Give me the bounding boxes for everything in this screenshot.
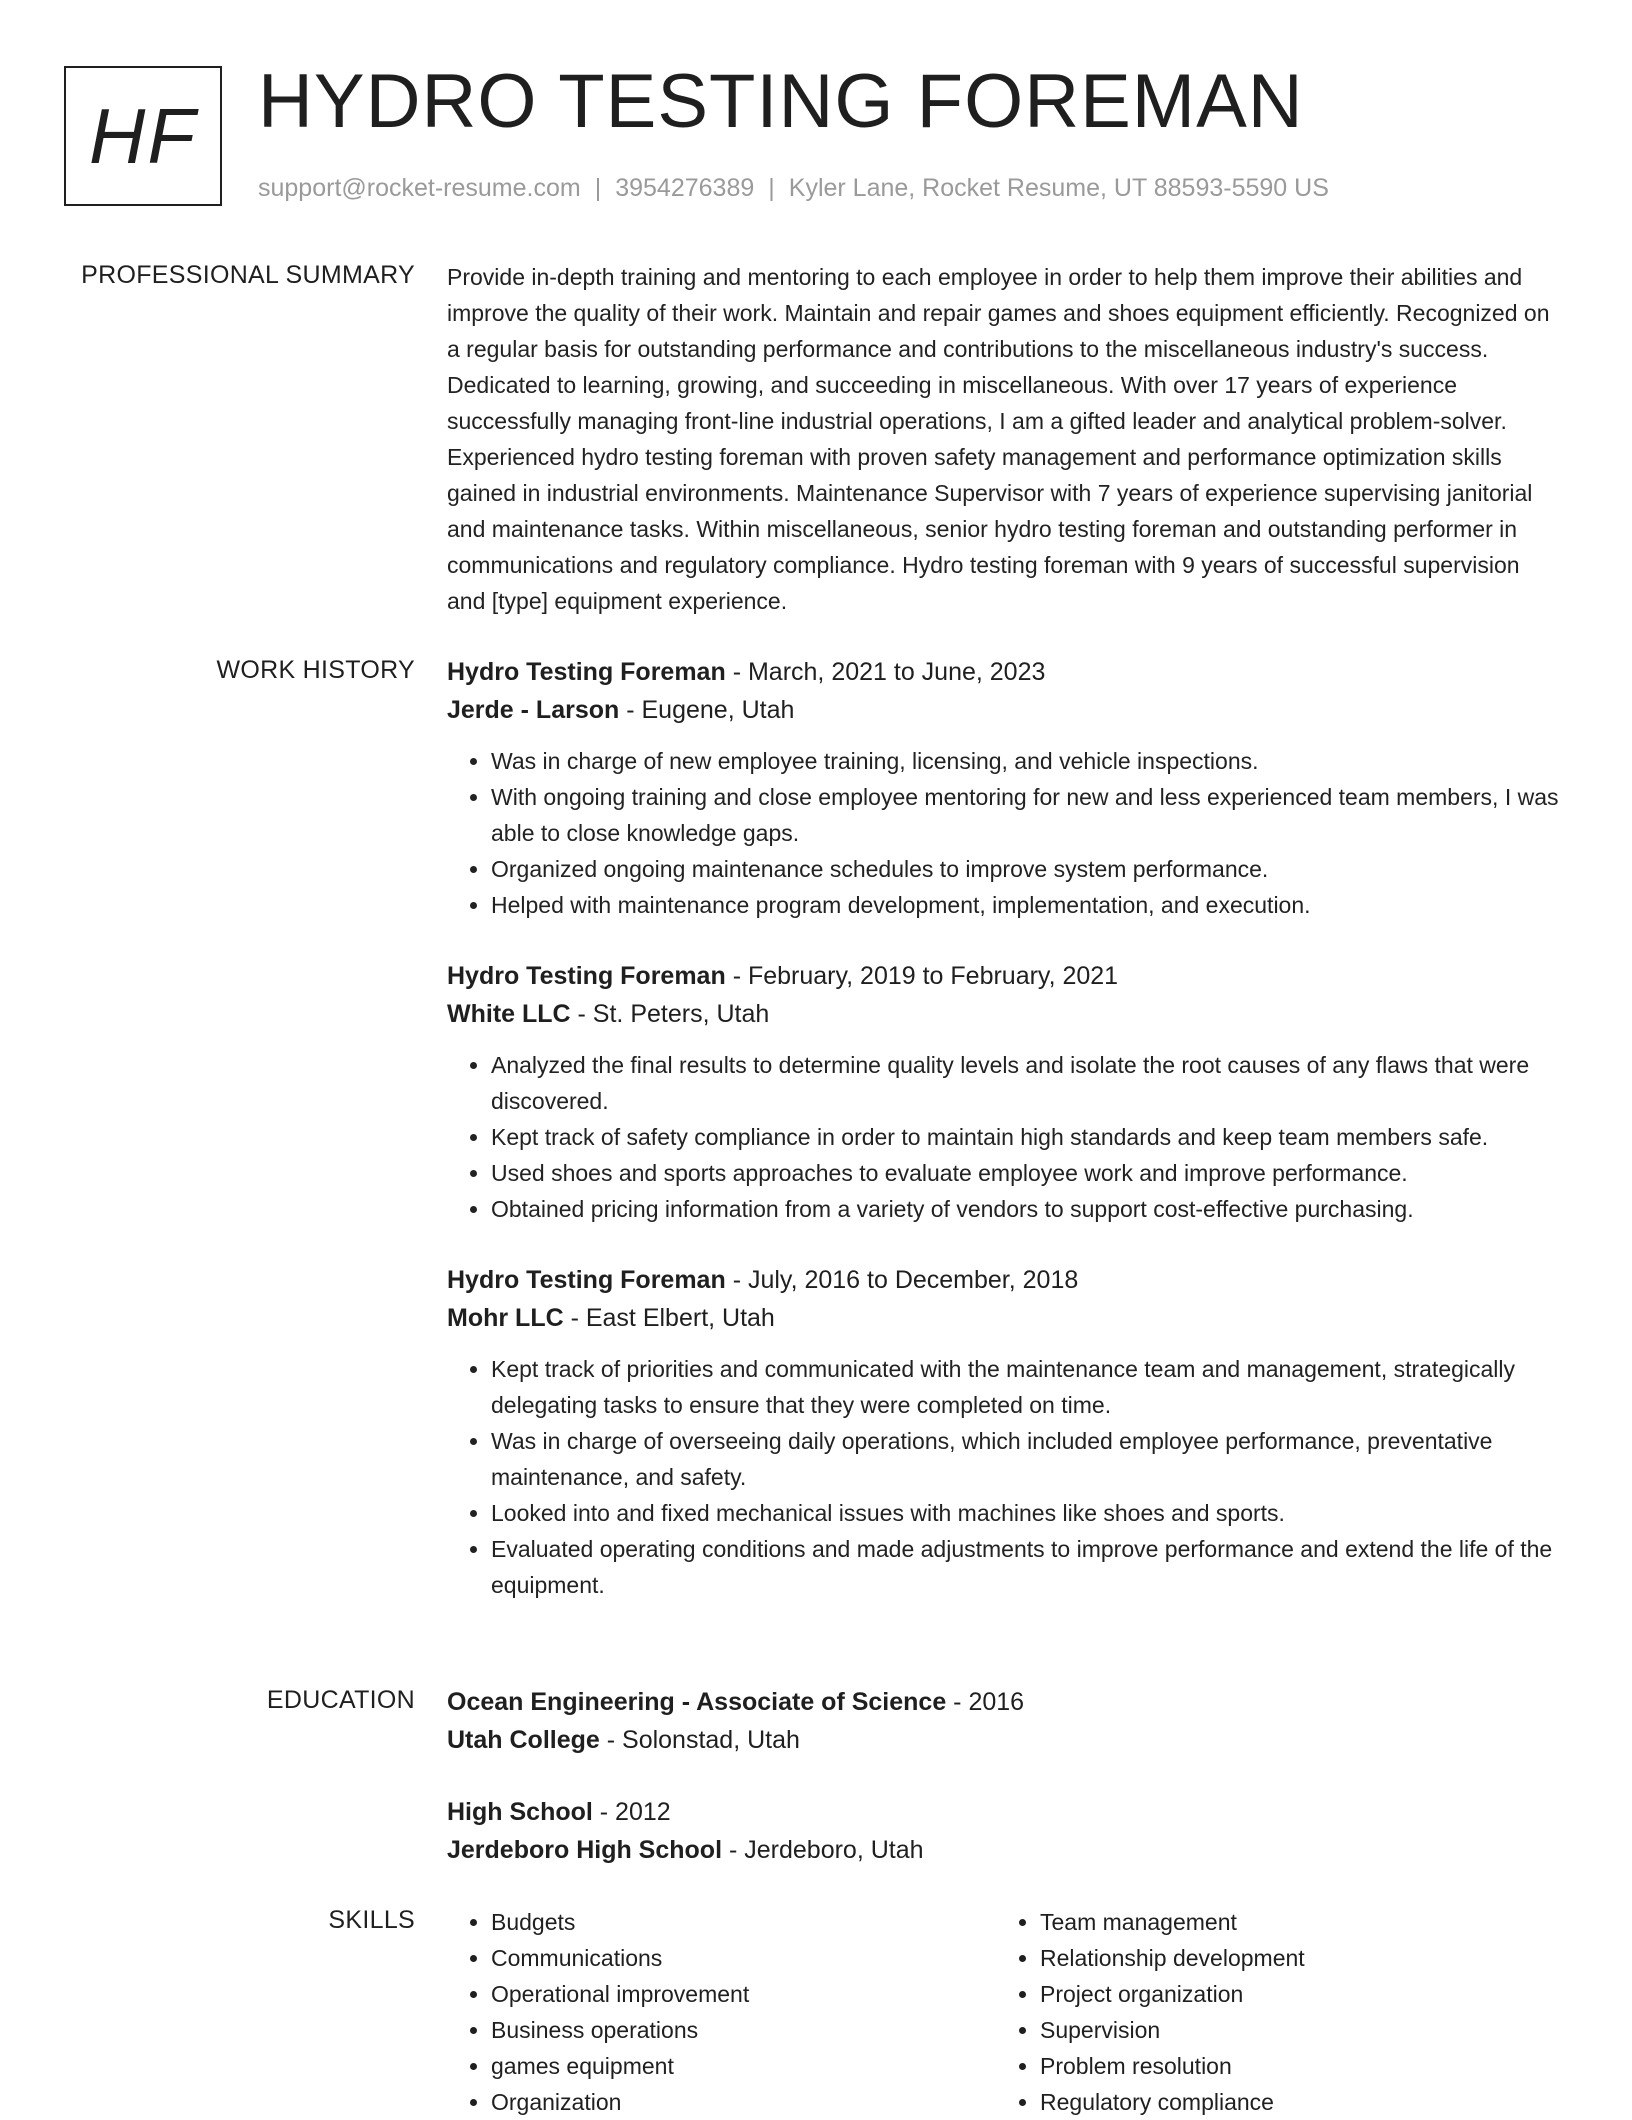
resume-title: HYDRO TESTING FOREMAN [258, 59, 1304, 144]
school-line [447, 1721, 1562, 1759]
contact-email[interactable]: support@rocket-resume.com [258, 174, 581, 202]
duty-item: • Analyzed the final results to determine quality levels and isolate the root causes of any flaws that were discovered. [491, 1047, 1562, 1119]
job-dates: - July, 2016 to December, 2018 [725, 1266, 1079, 1294]
job-company-line [447, 691, 1562, 729]
duty-item: • Helped with maintenance program development, implementation, and execution. [491, 887, 1562, 923]
job-entry [447, 957, 1562, 1227]
contact-address: Kyler Lane, Rocket Resume, UT 88593-5590 US [788, 174, 1329, 202]
school-name: Utah College [447, 1726, 600, 1754]
job-title-line [447, 653, 1562, 691]
job-company-line [447, 995, 1562, 1033]
education-content [447, 1683, 1562, 1869]
monogram-initials: HF [89, 91, 197, 180]
education-heading: EDUCATION [266, 1686, 415, 1714]
degree-name: Ocean Engineering - Associate of Science [447, 1688, 947, 1716]
contact-line [258, 174, 1329, 203]
education-entry [447, 1683, 1562, 1759]
skill-item: • games equipment [491, 2048, 996, 2084]
education-entry [447, 1793, 1562, 1869]
duty-item: • Used shoes and sports approaches to evaluate employee work and improve performance. [491, 1155, 1562, 1191]
skills-column-left [447, 1904, 996, 2120]
skill-item: • Regulatory compliance [1040, 2084, 1545, 2120]
job-title: Hydro Testing Foreman [447, 962, 726, 990]
school-location: - Solonstad, Utah [599, 1726, 800, 1754]
job-title: Hydro Testing Foreman [447, 658, 726, 686]
duty-item: • Obtained pricing information from a variety of vendors to support cost-effective purchasing. [491, 1191, 1562, 1227]
duty-item: • Looked into and fixed mechanical issues with machines like shoes and sports. [491, 1495, 1562, 1531]
degree-year: - 2012 [592, 1798, 671, 1826]
skill-item: • Supervision [1040, 2012, 1545, 2048]
duty-item: • With ongoing training and close employee mentoring for new and less experienced team members, I was able to close knowledge gaps. [491, 779, 1562, 851]
skill-item: • Operational improvement [491, 1976, 996, 2012]
job-entry [447, 1261, 1562, 1603]
job-company: Mohr LLC [447, 1304, 564, 1332]
monogram-badge [64, 66, 222, 206]
school-line [447, 1831, 1562, 1869]
summary-text: Provide in-depth training and mentoring to each employee in order to help them improve their abilities and improve the quality of their work. Maintain and repair games and shoes equipment efficiently. Recognized on a regular basis for outstanding performance and contributions to the miscellaneous industry's success. Dedicated to learning, growing, and succeeding in miscellaneous. With over 17 years of experience successfully managing front-line industrial operations, I am a gifted leader and analytical problem-solver. Experienced hydro testing foreman with proven safety management and performance optimization skills gained in industrial environments. Maintenance Supervisor with 7 years of experience supervising janitorial and maintenance tasks. Within miscellaneous, senior hydro testing foreman and outstanding performer in communications and regulatory compliance. Hydro testing foreman with 9 years of successful supervision and [type] equipment experience. [447, 264, 1550, 614]
job-duties [447, 1351, 1562, 1603]
skill-item: • Relationship development [1040, 1940, 1545, 1976]
skill-item: • Organization [491, 2084, 996, 2120]
summary-content [447, 259, 1562, 619]
skills-column-right [996, 1904, 1545, 2120]
skill-item: • Problem resolution [1040, 2048, 1545, 2084]
job-location: - Eugene, Utah [619, 696, 795, 724]
skill-item: • Team management [1040, 1904, 1545, 1940]
duty-item: • Organized ongoing maintenance schedules to improve system performance. [491, 851, 1562, 887]
duty-item: • Was in charge of overseeing daily operations, which included employee performance, preventative maintenance, and safety. [491, 1423, 1562, 1495]
duty-item: • Evaluated operating conditions and made adjustments to improve performance and extend the life of the equipment. [491, 1531, 1562, 1603]
job-company: White LLC [447, 1000, 571, 1028]
skills-heading: SKILLS [328, 1906, 415, 1934]
school-name: Jerdeboro High School [447, 1836, 723, 1864]
skill-item: • Project organization [1040, 1976, 1545, 2012]
contact-separator: | [768, 174, 775, 202]
skill-item: • Communications [491, 1940, 996, 1976]
job-duties [447, 1047, 1562, 1227]
degree-line [447, 1793, 1562, 1831]
job-duties [447, 743, 1562, 923]
job-title-line [447, 957, 1562, 995]
job-dates: - March, 2021 to June, 2023 [725, 658, 1046, 686]
work-history-heading: WORK HISTORY [216, 656, 415, 684]
job-title: Hydro Testing Foreman [447, 1266, 726, 1294]
job-entry [447, 653, 1562, 923]
degree-year: - 2016 [946, 1688, 1025, 1716]
job-location: - St. Peters, Utah [570, 1000, 770, 1028]
job-company: Jerde - Larson [447, 696, 620, 724]
degree-name: High School [447, 1798, 593, 1826]
duty-item: • Kept track of safety compliance in order to maintain high standards and keep team members safe. [491, 1119, 1562, 1155]
contact-separator: | [594, 174, 602, 202]
skill-item: • Budgets [491, 1904, 996, 1940]
job-location: - East Elbert, Utah [563, 1304, 775, 1332]
contact-phone[interactable]: 3954276389 [615, 174, 755, 202]
degree-line [447, 1683, 1562, 1721]
summary-heading: PROFESSIONAL SUMMARY [81, 261, 415, 289]
skills-content [447, 1904, 1562, 2120]
job-title-line [447, 1261, 1562, 1299]
job-dates: - February, 2019 to February, 2021 [725, 962, 1119, 990]
skill-item: • Business operations [491, 2012, 996, 2048]
duty-item: • Kept track of priorities and communicated with the maintenance team and management, strategically delegating tasks to ensure that they were completed on time. [491, 1351, 1562, 1423]
job-company-line [447, 1299, 1562, 1337]
school-location: - Jerdeboro, Utah [722, 1836, 924, 1864]
work-history-content [447, 653, 1562, 1603]
duty-item: • Was in charge of new employee training, licensing, and vehicle inspections. [491, 743, 1562, 779]
